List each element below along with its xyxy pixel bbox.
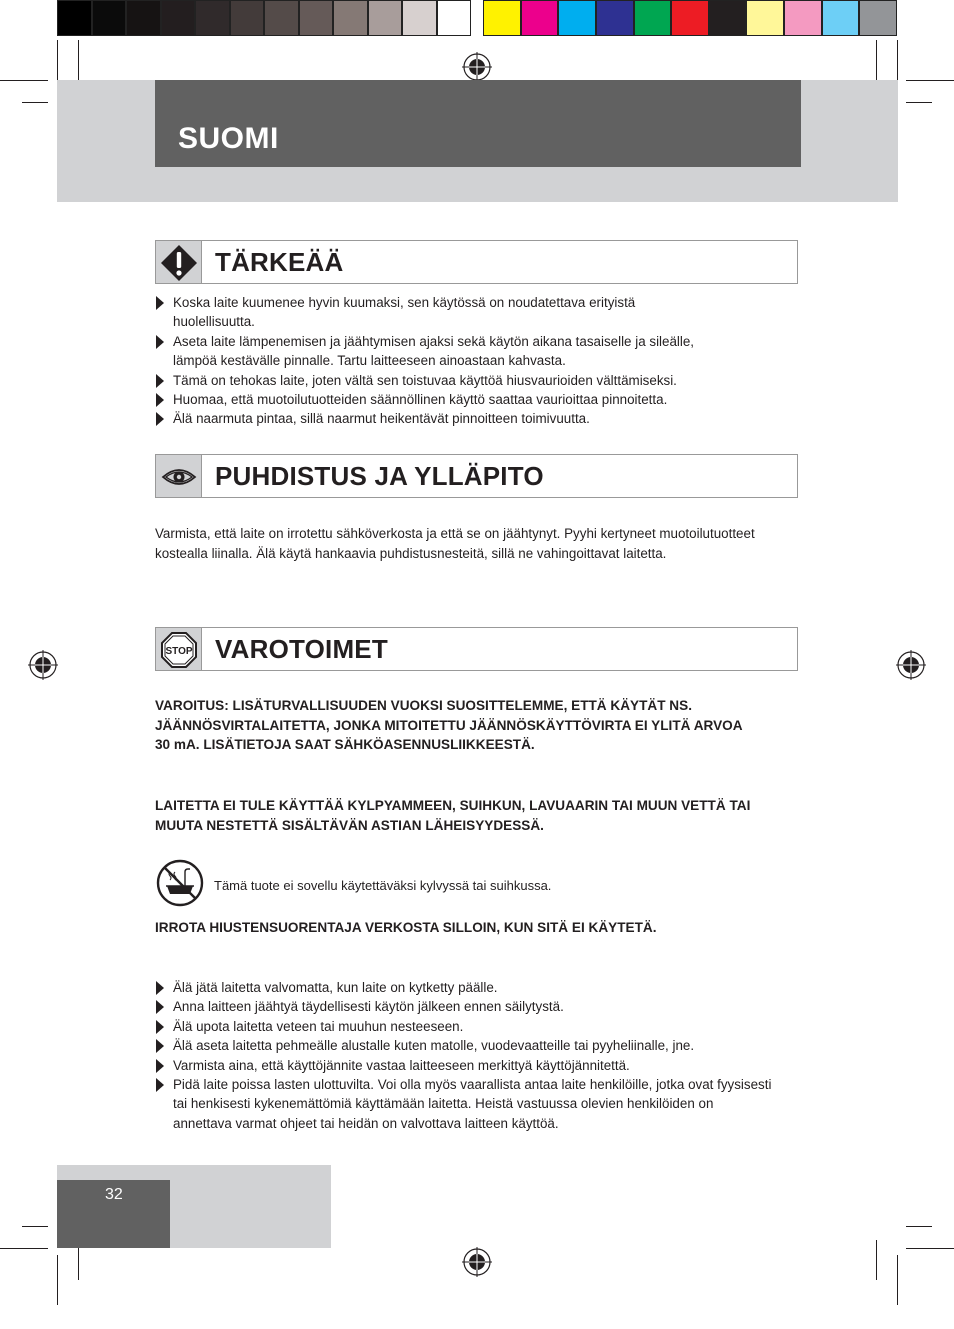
list-item: Koska laite kuumenee hyvin kuumaksi, sen käytössä on noudatettava erityistä huolellisuutta. [155,293,715,332]
color-swatch [57,0,92,36]
section-icon-box [156,628,202,670]
color-swatch [161,0,196,36]
crop-mark [876,1240,877,1280]
color-swatch [333,0,368,36]
color-swatch [784,0,822,36]
section-header-cleaning [155,454,798,498]
list-item: Huomaa, että muotoilutuotteiden säännöllinen käyttö saattaa vaurioittaa pinnoitetta. [155,390,715,409]
color-swatch [709,0,747,36]
color-swatch [230,0,265,36]
registration-mark-icon [462,52,492,82]
color-swatch [264,0,299,36]
section-title: VAROTOIMET [215,634,388,664]
stop-sign-label: STOP [165,646,193,657]
list-item: Älä jätä laitetta valvomatta, kun laite on kytketty päälle. [155,978,775,997]
bath-note-row [155,858,795,908]
page-number: 32 [105,1186,123,1203]
grayscale-swatches [57,0,471,38]
color-swatch [521,0,559,36]
color-swatch [368,0,403,36]
registration-mark-icon [896,650,926,680]
section-icon-box [156,241,202,283]
crop-mark [57,1255,58,1305]
color-swatches [483,0,897,38]
section-title: TÄRKEÄÄ [215,247,344,277]
crop-mark [22,102,48,103]
list-item: Älä aseta laitetta pehmeälle alustalle kuten matolle, vuodevaatteille tai pyyheliinalle, jne. [155,1036,775,1055]
rcd-warning: VAROITUS: LISÄTURVALLISUUDEN VUOKSI SUOSITTELEMME, ETTÄ KÄYTÄT NS. JÄÄNNÖSVIRTALAITETTA, JONKA MITOITETTU JÄÄNNÖSKÄYTTÖVIRTA EI YLITÄ ARVOA 30 mA. LISÄTIETOJA SAAT SÄHKÖASENNUSLIIKKEESTÄ. [155,698,743,753]
color-swatch [437,0,472,36]
list-item: Tämä on tehokas laite, joten vältä sen toistuvaa käyttöä hiusvaurioiden välttämiseksi. [155,371,715,390]
cleaning-text: Varmista, että laite on irrotettu sähköverkosta ja että se on jäähtynyt. Pyyhi kertyneet muotoilutuotteet kostealla liinalla. Älä käytä hankaavia puhdistusnesteitä, sillä ne vahingoittavat laitetta. [155,526,755,561]
crop-mark [906,80,954,81]
color-swatch [746,0,784,36]
stop-sign-icon [160,631,198,669]
color-swatch [299,0,334,36]
color-swatch [92,0,127,36]
color-swatch [671,0,709,36]
color-swatch [596,0,634,36]
section-header-important [155,240,798,284]
no-bath-icon [155,858,205,908]
color-swatch [558,0,596,36]
list-item: Varmista aina, että käyttöjännite vastaa laitteeseen merkittyä käyttöjännitettä. [155,1056,775,1075]
crop-mark [906,102,932,103]
section-title: PUHDISTUS JA YLLÄPITO [215,461,544,491]
section-header-precautions [155,627,798,671]
list-item: Älä upota laitetta veteen tai muuhun nesteeseen. [155,1017,775,1036]
language-title-bar [155,80,801,167]
page-number-box [57,1180,170,1248]
crop-mark [906,1226,932,1227]
color-calibration-bar [57,0,897,38]
crop-mark [897,1255,898,1305]
water-warning: LAITETTA EI TULE KÄYTTÄÄ KYLPYAMMEEN, SUIHKUN, LAVUAARIN TAI MUUN VETTÄ TAI MUUTA NESTETTÄ SISÄLTÄVÄN ASTIAN LÄHEISYYDESSÄ. [155,798,751,833]
list-item: Pidä laite poissa lasten ulottuvilta. Voi olla myös vaarallista antaa laite henkilöille, jotka ovat fyysisesti tai henkisesti kykenemättömiä käyttämään laitetta. Heistä vastuussa olevien henkilöiden on annettava varmat ohjeet tai heidän on valvottava laitteen käyttöä. [155,1075,775,1133]
color-swatch [822,0,860,36]
registration-mark-icon [462,1247,492,1277]
crop-mark [0,80,48,81]
color-swatch [483,0,521,36]
list-item: Anna laitteen jäähtyä täydellisesti käytön jälkeen ennen säilytystä. [155,997,775,1016]
precautions-list [155,978,775,1133]
page-title: SUOMI [178,122,279,155]
crop-mark [0,1248,48,1249]
color-swatch [634,0,672,36]
list-item: Aseta laite lämpenemisen ja jäähtymisen ajaksi sekä käytön aikana tasaiselle ja sileälle, lämpöä kestävälle pinnalle. Tartu laitteeseen ainoastaan kahvasta. [155,332,715,371]
color-swatch [402,0,437,36]
section-icon-box [156,455,202,497]
unplug-warning: IRROTA HIUSTENSUORENTAJA VERKOSTA SILLOIN, KUN SITÄ EI KÄYTETÄ. [155,920,657,935]
crop-mark [906,1248,954,1249]
color-swatch [126,0,161,36]
list-item: Älä naarmuta pintaa, sillä naarmut heikentävät pinnoitteen toimivuutta. [155,409,715,428]
warning-exclamation-icon [160,244,198,282]
bath-note-text: Tämä tuote ei sovellu käytettäväksi kylvyssä tai suihkussa. [214,878,552,893]
important-list [155,293,715,429]
color-swatch [859,0,897,36]
crop-mark [22,1226,48,1227]
registration-mark-icon [28,650,58,680]
eye-icon [160,458,198,496]
color-swatch [195,0,230,36]
